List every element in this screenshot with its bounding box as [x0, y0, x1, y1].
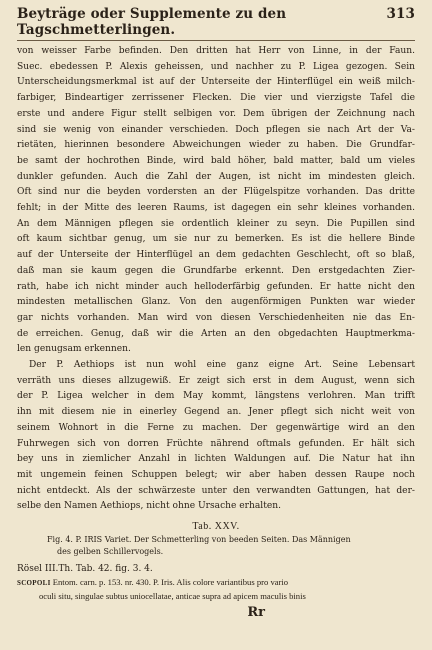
- signature-mark: Rr: [247, 605, 265, 621]
- text-line: selbe den Namen Aethiops, nicht ohne Ursache erhalten.: [17, 501, 281, 512]
- text-line: gar nichts vorhanden. Man wird von diesen Verschiedenheiten nie das En-: [17, 312, 415, 323]
- text-line: An dem Männigen pflegen sie ordentlich kleiner zu seyn. Die Pupillen sind: [17, 218, 415, 229]
- text-line: de erreichen. Genug, daß wir die Arten an den obgedachten Hauptmerkma-: [17, 328, 415, 339]
- paragraph-1: [17, 44, 415, 358]
- text-line: sind sie wenig von einander verschieden. Doch pflegen sie nach Art der Va-: [17, 124, 415, 135]
- text-line: mindesten metallischen Glanz. Von den augenförmigen Punkten war wieder: [17, 297, 415, 308]
- text-line: len genugsam erkennen.: [17, 344, 131, 355]
- text-line: ihn mit diesem nie in einerley Gegend an. Jener pflegt sich nicht weit von: [17, 407, 415, 418]
- text-line: Unterscheidungsmerkmal ist auf der Unterseite der Hinterflügel ein weiß milch-: [17, 77, 415, 88]
- reference-scopoli-continued: oculi situ, singulae subtus uniocellatae, anticae supra ad apicem maculis binis: [39, 591, 306, 602]
- text-line: Der P. Aethiops ist nun wohl eine ganz eigne Art. Seine Lebensart: [29, 360, 415, 371]
- text-line: erste und andere Figur stellt selbigen vor. Dem übrigen der Zeichnung nach: [17, 108, 415, 119]
- text-line: farbiger, Bindeartiger zerrissener Flecken. Die vier und vierzigste Tafel die: [17, 93, 415, 104]
- text-line: seinem Wohnort in die Ferne zu machen. Der gegenwärtige wird an den: [17, 422, 415, 433]
- text-line: daß man sie kaum gegen die Grundfarbe erkennt. Den erstgedachten Zier-: [17, 265, 415, 276]
- text-line: dunkler gefunden. Auch die Zahl der Augen, ist nicht im mindesten gleich.: [17, 171, 415, 182]
- text-line: der P. Ligea welcher in dem May kommt, längstens verlohren. Man trifft: [17, 391, 415, 402]
- text-line: von weisser Farbe befinden. Den dritten hat Herr von Linne, in der Faun.: [17, 46, 415, 56]
- reference-roesel: Rösel III.Th. Tab. 42. fig. 3. 4.: [17, 564, 153, 575]
- text-line: auf der Unterseite der Hinterflügel an dem gedachten Geschlecht, oft so blaß,: [17, 250, 415, 261]
- text-line: Oft sind nur die beyden vordersten an der Flügelspitze vorhanden. Das dritte: [17, 187, 415, 198]
- text-line: be samt der hochrothen Binde, wird bald höher, bald matter, bald um vieles: [17, 155, 415, 166]
- page-number: 313: [386, 6, 415, 22]
- text-line: oft kaum sichtbar genug, um sie nur zu bemerken. Es ist die hellere Binde: [17, 234, 415, 245]
- running-header: [17, 6, 415, 41]
- text-line: fehlt; in der Mitte des leeren Raums, ist dagegen ein sehr kleines vorhanden.: [17, 203, 415, 214]
- text-line: Fuhrwegen sich von dorren Früchte nährend oftmals gefunden. Er hält sich: [17, 438, 415, 449]
- paragraph-2: [17, 358, 415, 515]
- figure-caption-continued: des gelben Schillervogels.: [57, 547, 164, 557]
- text-line: mit ungemein feinen Schuppen belegt; wir aber haben dessen Raupe noch: [17, 469, 415, 480]
- figure-caption: Fig. 4. P. IRIS Variet. Der Schmetterling von beeden Seiten. Das Männigen: [47, 535, 351, 545]
- text-line: rietäten, hierinnen besondere Abweichungen wieder zu haben. Die Grundfar-: [17, 140, 415, 151]
- text-line: nicht entdeckt. Als der schwärzeste unter den verwandten Gattungen, hat der-: [17, 485, 415, 496]
- text-line: rath, habe ich nicht minder auch helloderfärbig gefunden. Er hatte nicht den: [17, 281, 415, 292]
- text-line: bey uns in ziemlicher Anzahl in lichten Waldungen auf. Die Natur hat ihn: [17, 454, 415, 465]
- scopoli-label: SCOPOLI: [17, 579, 51, 588]
- text-line: verräth uns dieses allzugewiß. Er zeigt sich erst in dem August, wenn sich: [17, 375, 415, 386]
- reference-scopoli: [17, 576, 415, 590]
- plate-title: Tab. XXV.: [192, 521, 240, 533]
- header-title: Beyträge oder Supplemente zu den Tagschmetterlingen.: [17, 6, 287, 38]
- scopoli-text: Entom. carn. p. 153. nr. 430. P. Iris. Alis colore variantibus pro vario: [52, 577, 289, 588]
- text-line: Suec. ebedessen P. Alexis geheissen, und nachher zu P. Ligea gezogen. Sein: [17, 61, 415, 72]
